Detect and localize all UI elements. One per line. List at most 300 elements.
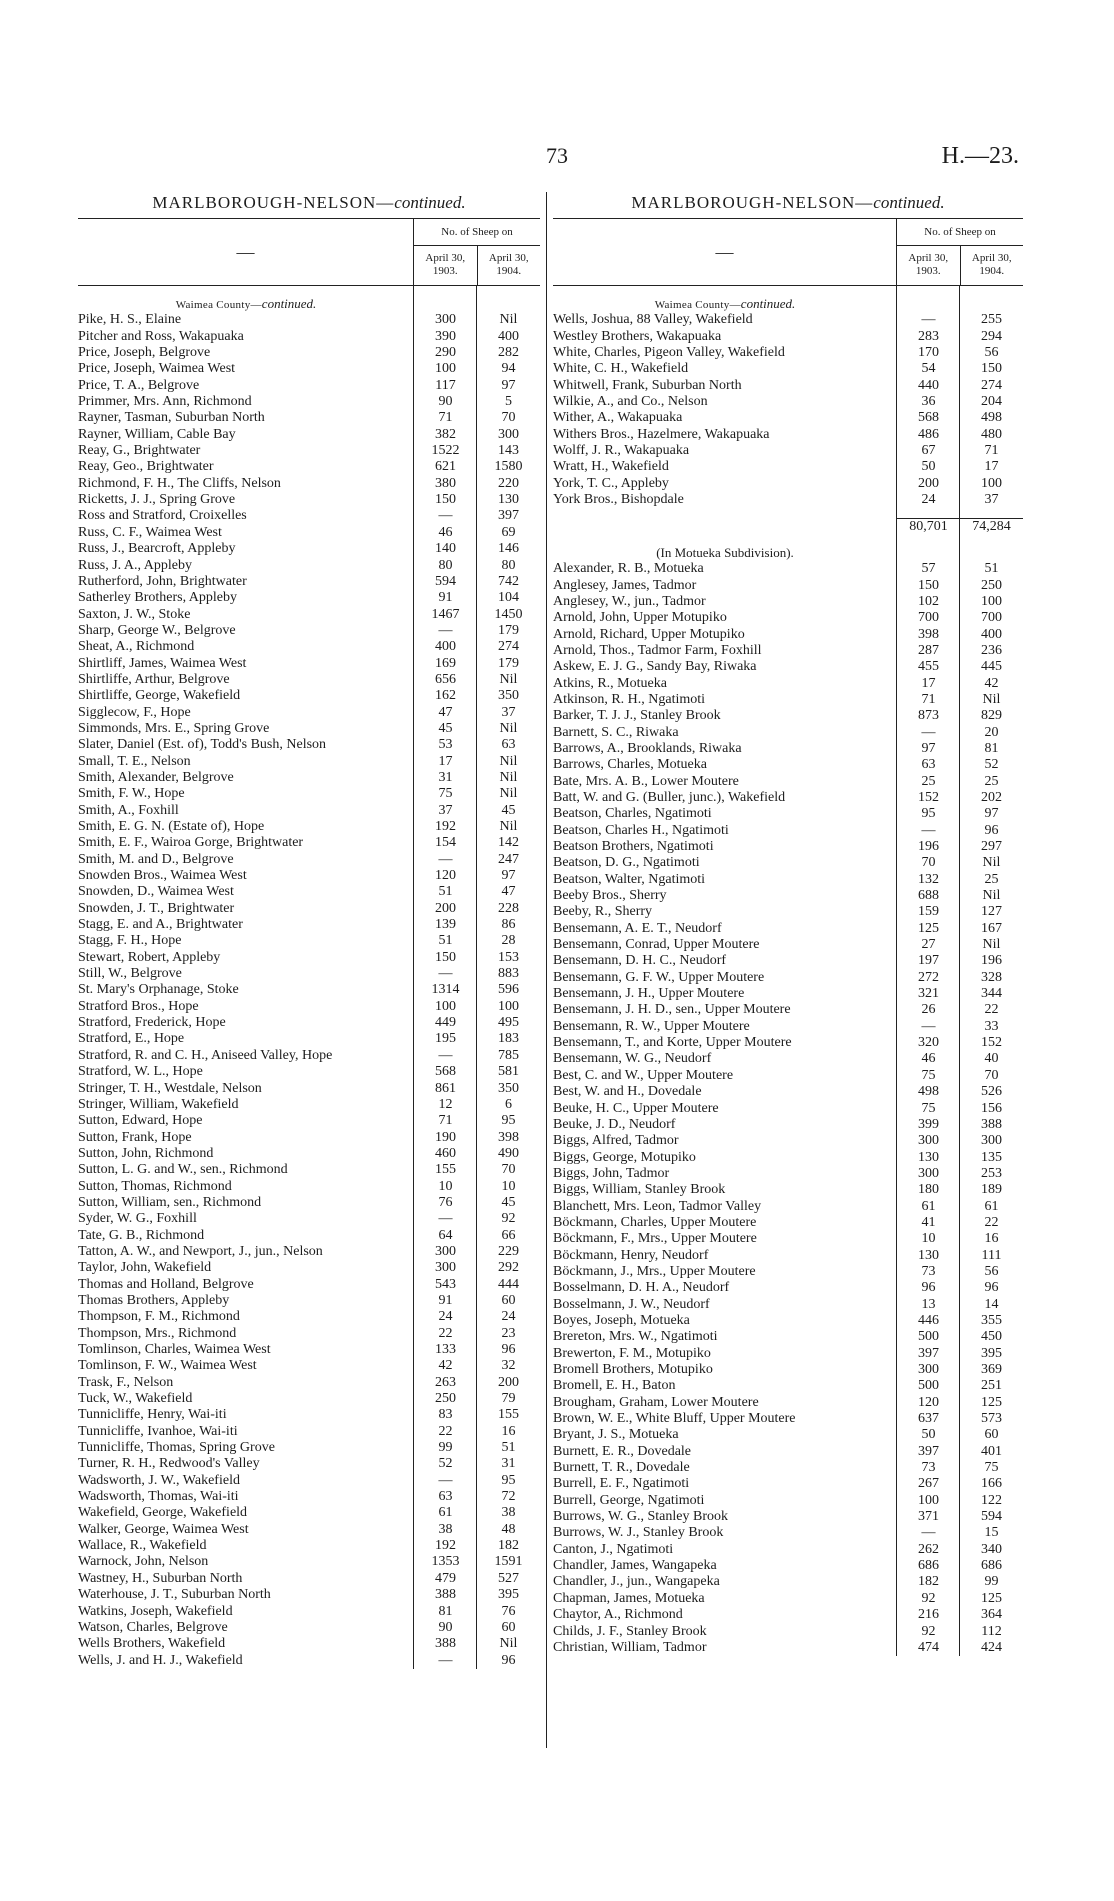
owner-name [78, 819, 414, 835]
sheep-count-1903: 75 [921, 1067, 936, 1083]
owner-name-text: Smith, Alexander, Belgrove [78, 769, 234, 785]
column-divider [546, 192, 547, 1748]
sheep-count-1904: 51 [984, 561, 999, 577]
sheep-count-1903: 686 [918, 1558, 939, 1574]
table-row [553, 1068, 1023, 1084]
sheep-count-1903: 272 [918, 969, 939, 985]
owner-name [78, 901, 414, 917]
owner-name [553, 1444, 897, 1460]
sheep-count-1904: 42 [984, 675, 999, 691]
owner-name [78, 1228, 414, 1244]
sheep-count-1903: 390 [435, 328, 456, 344]
sheep-count-1904: 135 [981, 1149, 1002, 1165]
owner-name [553, 594, 897, 610]
sheep-count-1904: 70 [984, 1067, 999, 1083]
owner-name [78, 541, 414, 557]
owner-name [553, 410, 897, 426]
sheep-count-1903: 120 [918, 1394, 939, 1410]
owner-name [78, 1277, 414, 1293]
sheep-count-1903: 95 [921, 806, 936, 822]
sheep-count-1903: 38 [438, 1521, 453, 1537]
owner-name [553, 1068, 897, 1084]
sheep-count-1903: 159 [918, 904, 939, 920]
table-row [78, 1571, 540, 1587]
sheep-count-1903: 498 [918, 1084, 939, 1100]
sheep-count-1903: 200 [918, 475, 939, 491]
owner-name [78, 1620, 414, 1636]
owner-name-text: York Bros., Bishopdale [553, 492, 684, 508]
total-1903: 80,701 [897, 518, 960, 534]
owner-name-text: Wakefield, George, Wakefield [78, 1505, 248, 1521]
table-row [78, 1653, 540, 1669]
owner-name-text: Reay, Geo., Brightwater [78, 459, 214, 475]
section-heading-italic: continued. [261, 296, 317, 311]
owner-name [78, 1489, 414, 1505]
sheep-count-1904: Nil [499, 671, 518, 687]
table-row [553, 741, 1023, 757]
owner-name-text: Wastney, H., Suburban North [78, 1570, 243, 1586]
table-row [78, 1113, 540, 1129]
owner-name [553, 1199, 897, 1215]
table-row [78, 623, 540, 639]
table-row [553, 1460, 1023, 1476]
sheep-count-1903: 100 [918, 1492, 939, 1508]
table-row [553, 1607, 1023, 1623]
sheep-count-1904: 45 [501, 802, 516, 818]
sheep-count-1904: 33 [984, 1018, 999, 1034]
sheep-count-1904: 204 [981, 394, 1002, 410]
sheep-count-1904: Nil [499, 819, 518, 834]
sheep-header-label: No. of Sheep on [897, 219, 1023, 246]
owner-name [553, 1509, 897, 1525]
table-row [553, 659, 1023, 675]
table-row [78, 1522, 540, 1538]
owner-name-text: Wells, J. and H. J., Wakefield [78, 1652, 243, 1668]
owner-name [78, 410, 414, 426]
sheep-count-1903: 169 [435, 655, 456, 671]
sheep-count-1904: 400 [498, 328, 519, 344]
owner-name-text: Bensemann, J. H. D., sen., Upper Moutere [553, 1002, 791, 1018]
owner-name [553, 1150, 897, 1166]
sheep-count-1903: 130 [918, 1247, 939, 1263]
sheep-count-1904: 700 [981, 610, 1002, 626]
sheep-count-1904: 111 [981, 1247, 1002, 1263]
sheep-count-1904: 401 [981, 1443, 1002, 1459]
sheep-count-1903: 182 [918, 1574, 939, 1590]
table-row [78, 1505, 540, 1521]
table-row [553, 1346, 1023, 1362]
owner-name [78, 1130, 414, 1146]
table-row [553, 312, 1023, 328]
owner-name [78, 525, 414, 541]
table-row [553, 410, 1023, 426]
table-row [78, 705, 540, 721]
owner-name-text: Sheat, A., Richmond [78, 639, 195, 655]
sheep-count-1904: 179 [498, 622, 519, 638]
sheep-count-1904: 23 [501, 1325, 516, 1341]
sheep-count-1903: 53 [438, 737, 453, 753]
sheep-count-1904: 1450 [494, 606, 523, 622]
owner-name-text: Bosselmann, J. W., Neudorf [553, 1296, 710, 1312]
sheep-count-1903: 321 [918, 986, 939, 1002]
owner-name-text: Reay, G., Brightwater [78, 443, 201, 459]
table-row [78, 1293, 540, 1309]
owner-name-text: Bensemann, A. E. T., Neudorf [553, 920, 722, 936]
owner-name-text: Tatton, A. W., and Newport, J., jun., Nelson [78, 1243, 323, 1259]
sheep-count-1904: 38 [501, 1505, 516, 1521]
table-row [553, 1280, 1023, 1296]
owner-name-text: Best, C. and W., Upper Moutere [553, 1067, 734, 1083]
owner-name [78, 999, 414, 1015]
sheep-count-1903: 83 [438, 1407, 453, 1423]
table-row [78, 901, 540, 917]
owner-name-text: Brougham, Graham, Lower Moutere [553, 1394, 759, 1410]
owner-name [553, 1411, 897, 1427]
sheep-count-1903: 46 [438, 524, 453, 540]
owner-name [78, 835, 414, 851]
sheep-count-1904: 5 [505, 394, 512, 410]
table-row [553, 1101, 1023, 1117]
sheep-count-1903: 656 [435, 671, 456, 687]
sheep-count-1904: 6 [505, 1096, 512, 1112]
sheep-count-1904: 495 [498, 1015, 519, 1031]
sheep-count-1903: — [438, 622, 453, 638]
owner-name [78, 1391, 414, 1407]
owner-name-text: Burrows, W. J., Stanley Brook [553, 1525, 724, 1541]
sheep-count-1903: — [438, 1047, 453, 1063]
table-row [78, 345, 540, 361]
sheep-count-1903: 54 [921, 361, 936, 377]
owner-name-text: Sutton, Frank, Hope [78, 1129, 192, 1145]
sheep-count-1903: 190 [435, 1129, 456, 1145]
table-row [78, 459, 540, 475]
sheep-count-1903: 100 [435, 361, 456, 377]
owner-name-text: Ricketts, J. J., Spring Grove [78, 492, 236, 508]
sheep-count-1903: — [438, 966, 453, 982]
owner-name-text: Russ, C. F., Waimea West [78, 524, 222, 540]
owner-name [78, 1571, 414, 1587]
owner-name-text: Burnett, T. R., Dovedale [553, 1460, 690, 1476]
column-title-main: MARLBOROUGH-NELSON— [631, 193, 874, 212]
owner-name-text: Westley Brothers, Wakapuaka [553, 328, 722, 344]
owner-name [78, 574, 414, 590]
owner-name-text: Wither, A., Wakapuaka [553, 410, 683, 426]
sheep-count-1903: 22 [438, 1325, 453, 1341]
sheep-count-1904: 47 [501, 884, 516, 900]
owner-name [78, 852, 414, 868]
sheep-count-1903: 57 [921, 561, 936, 577]
sheep-count-1904: Nil [982, 691, 1001, 707]
sheep-count-1904: 397 [498, 508, 519, 524]
owner-name-text: Shirtliffe, Arthur, Belgrove [78, 671, 230, 687]
owner-name-text: Smith, M. and D., Belgrove [78, 851, 234, 867]
owner-name-text: Sutton, John, Richmond [78, 1145, 214, 1161]
owner-name [553, 774, 897, 790]
table-row [78, 1489, 540, 1505]
owner-name [553, 1378, 897, 1394]
sheep-count-1904: 96 [501, 1652, 516, 1668]
sheep-count-1904: 25 [984, 871, 999, 887]
table-row [78, 1456, 540, 1472]
owner-name [553, 708, 897, 724]
table-row [553, 329, 1023, 345]
owner-name-text: Rayner, William, Cable Bay [78, 426, 236, 442]
owner-name [553, 610, 897, 626]
owner-name-text: York, T. C., Appleby [553, 475, 669, 491]
owner-name-text: Thomas Brothers, Appleby [78, 1292, 230, 1308]
owner-name-text: Walker, George, Waimea West [78, 1521, 249, 1537]
sheep-count-1903: 1522 [431, 443, 460, 459]
table-row [78, 1636, 540, 1652]
owner-name-text: Smith, E. G. N. (Estate of), Hope [78, 819, 265, 834]
owner-name-text: Price, Joseph, Waimea West [78, 361, 236, 377]
sheep-count-1904: 125 [981, 1590, 1002, 1606]
sheep-count-1904: 51 [501, 1440, 516, 1456]
sheep-count-1903: 216 [918, 1607, 939, 1623]
owner-name-text: Sigglecow, F., Hope [78, 704, 191, 720]
owner-name [78, 1636, 414, 1652]
sheep-count-1904: 300 [981, 1133, 1002, 1149]
table-row [553, 986, 1023, 1002]
owner-name-text: Stratford, R. and C. H., Aniseed Valley, Hope [78, 1047, 333, 1063]
table-row [78, 492, 540, 508]
sheep-count-1903: 91 [438, 590, 453, 606]
sheep-count-1903: 300 [918, 1362, 939, 1377]
owner-name [78, 1146, 414, 1162]
sheep-count-1904: 364 [981, 1607, 1002, 1623]
table-row [553, 1378, 1023, 1394]
table-row [78, 721, 540, 737]
sheep-count-1904: 250 [981, 577, 1002, 593]
owner-name [78, 1473, 414, 1489]
table-row [553, 1231, 1023, 1247]
header-date-1903: April 30, 1903. [908, 252, 949, 277]
owner-name [78, 1309, 414, 1325]
sheep-count-1904: 344 [981, 986, 1002, 1002]
owner-name [553, 790, 897, 806]
sheep-count-1904: 228 [498, 900, 519, 916]
sheep-count-1903: 24 [921, 492, 936, 508]
table-row [78, 1195, 540, 1211]
sheep-count-1903: 36 [921, 394, 936, 410]
sheep-count-1903: 67 [921, 443, 936, 459]
sheep-count-1903: 380 [435, 475, 456, 491]
owner-name-text: Sutton, Edward, Hope [78, 1113, 203, 1129]
sheep-count-1903: 31 [438, 769, 453, 785]
owner-name [553, 1313, 897, 1329]
owner-name [553, 1525, 897, 1541]
sheep-count-1903: 90 [438, 394, 453, 410]
sheep-count-1904: 70 [501, 1162, 516, 1178]
sheep-count-1903: 568 [435, 1064, 456, 1080]
sheep-count-1903: — [438, 1652, 453, 1668]
owner-name-text: Stratford, E., Hope [78, 1031, 185, 1047]
owner-name [553, 823, 897, 839]
owner-name-text: Snowden Bros., Waimea West [78, 868, 247, 884]
owner-name [553, 676, 897, 692]
sheep-count-1904: 81 [984, 740, 999, 756]
owner-name [553, 1493, 897, 1509]
owner-name-text: Beeby Bros., Sherry [553, 888, 667, 904]
owner-name-text: Chapman, James, Motueka [553, 1590, 705, 1606]
owner-name-text: Pitcher and Ross, Wakapuaka [78, 328, 244, 344]
sheep-count-1903: 474 [918, 1639, 939, 1655]
owner-name [78, 1195, 414, 1211]
owner-name [553, 476, 897, 492]
owner-name [553, 1542, 897, 1558]
owner-name [553, 578, 897, 594]
owner-name-text: Beatson, D. G., Ngatimoti [553, 855, 700, 871]
table-row [553, 594, 1023, 610]
owner-name [78, 378, 414, 394]
owner-name-text: Primmer, Mrs. Ann, Richmond [78, 394, 252, 410]
owner-name-text: Wadsworth, Thomas, Wai-iti [78, 1489, 239, 1505]
table-row [78, 1342, 540, 1358]
owner-name-text: Tuck, W., Wakefield [78, 1391, 193, 1407]
sheep-count-1904: 112 [981, 1623, 1002, 1639]
sheep-count-1904: 100 [981, 475, 1002, 491]
table-row [553, 676, 1023, 692]
table-row [78, 966, 540, 982]
owner-name-text: Russ, J., Bearcroft, Appleby [78, 541, 236, 557]
sheep-count-1904: 40 [984, 1051, 999, 1067]
owner-name-text: Anglesey, James, Tadmor [553, 577, 697, 593]
sheep-count-1904: 31 [501, 1456, 516, 1472]
sheep-count-1903: 125 [918, 920, 939, 936]
table-row [553, 443, 1023, 459]
table-row [78, 1375, 540, 1391]
sheep-count-1903: 486 [918, 426, 939, 442]
sheep-count-1903: 75 [921, 1100, 936, 1116]
owner-name [78, 656, 414, 672]
sheep-count-1903: 61 [438, 1505, 453, 1521]
sheep-count-1903: 64 [438, 1227, 453, 1243]
table-row [78, 329, 540, 345]
owner-name [78, 1260, 414, 1276]
owner-name-text: Smith, A., Foxhill [78, 802, 179, 818]
sheep-count-1903: 621 [435, 459, 456, 475]
sheep-count-1904: 300 [498, 426, 519, 442]
table-row [78, 1048, 540, 1064]
subsection-heading [553, 545, 1023, 561]
owner-name [553, 937, 897, 953]
sheep-count-1904: 66 [501, 1227, 516, 1243]
sheep-header [896, 219, 1023, 285]
owner-name [78, 607, 414, 623]
owner-name-text: Böckmann, F., Mrs., Upper Moutere [553, 1231, 757, 1247]
owner-name [553, 1051, 897, 1067]
sheep-count-1904: 202 [981, 789, 1002, 805]
sheep-count-1903: 71 [438, 410, 453, 426]
sheep-count-1903: 139 [435, 917, 456, 933]
sheep-count-1903: 52 [438, 1456, 453, 1472]
owner-name-text: Trask, F., Nelson [78, 1374, 174, 1390]
sheep-count-1904: Nil [499, 720, 518, 736]
sheep-count-1904: Nil [499, 312, 518, 328]
sheep-count-1904: 125 [981, 1394, 1002, 1410]
sheep-count-1904: 253 [981, 1165, 1002, 1181]
sheep-count-1904: 686 [981, 1558, 1002, 1574]
owner-name-text: Tunnicliffe, Henry, Wai-iti [78, 1407, 227, 1423]
sheep-count-1904: 350 [498, 1080, 519, 1096]
sheep-count-1903: — [921, 312, 936, 328]
owner-name [553, 643, 897, 659]
right-column [553, 188, 1023, 1656]
sheep-count-1903: 873 [918, 708, 939, 724]
sheep-count-1903: 12 [438, 1096, 453, 1112]
owner-name [78, 394, 414, 410]
owner-name [553, 904, 897, 920]
sheep-count-1904: 104 [498, 590, 519, 606]
section-heading-main: Waimea County— [175, 299, 262, 311]
table-row [553, 888, 1023, 904]
table-row [553, 921, 1023, 937]
sheep-count-1903: 250 [435, 1391, 456, 1407]
sheep-count-1903: 130 [918, 1149, 939, 1165]
owner-name-text: Burrell, E. F., Ngatimoti [553, 1476, 690, 1492]
sheep-count-1904: 395 [981, 1345, 1002, 1361]
table-row [78, 443, 540, 459]
owner-name-text: Askew, E. J. G., Sandy Bay, Riwaka [553, 659, 757, 675]
sheep-count-1904: 143 [498, 443, 519, 459]
owner-name [78, 803, 414, 819]
owner-name-text: Small, T. E., Nelson [78, 753, 191, 769]
sheep-count-1903: 17 [438, 753, 453, 769]
owner-name [78, 1375, 414, 1391]
owner-name-text: Chandler, James, Wangapeka [553, 1558, 717, 1574]
sheep-count-1904: 166 [981, 1476, 1002, 1492]
owner-name-text: Bensemann, D. H. C., Neudorf [553, 953, 727, 969]
table-row [553, 1493, 1023, 1509]
table-row [553, 1051, 1023, 1067]
owner-name [553, 1624, 897, 1640]
owner-name [553, 692, 897, 708]
owner-name [553, 1460, 897, 1476]
owner-name-text: Biggs, George, Motupiko [553, 1149, 696, 1165]
sheep-count-1903: 140 [435, 541, 456, 557]
table-row [78, 1358, 540, 1374]
owner-name-text: Atkinson, R. H., Ngatimoti [553, 691, 706, 707]
owner-name [553, 1558, 897, 1574]
sheep-count-1903: 382 [435, 426, 456, 442]
owner-name [78, 688, 414, 704]
owner-name-text: Böckmann, Charles, Upper Moutere [553, 1214, 757, 1230]
owner-name [553, 345, 897, 361]
sheep-count-1904: 398 [498, 1129, 519, 1145]
table-row [78, 1277, 540, 1293]
sheep-count-1903: 388 [435, 1587, 456, 1603]
table-row [78, 1620, 540, 1636]
owner-name [78, 1440, 414, 1456]
table-row [553, 823, 1023, 839]
sheep-count-1904: 167 [981, 920, 1002, 936]
table-row [78, 1211, 540, 1227]
sheep-count-1904: 20 [984, 724, 999, 740]
table-row [78, 1407, 540, 1423]
table-row [78, 639, 540, 655]
sheep-count-1904: 742 [498, 573, 519, 589]
table-row [78, 917, 540, 933]
owner-name-text: Still, W., Belgrove [78, 966, 182, 982]
sheep-count-1904: 17 [984, 459, 999, 475]
sheep-count-1904: 220 [498, 475, 519, 491]
sheep-count-1904: Nil [982, 937, 1001, 953]
owner-name [78, 508, 414, 524]
left-column [78, 188, 540, 1669]
table-row [553, 394, 1023, 410]
table-row [553, 1182, 1023, 1198]
sheep-count-1904: Nil [982, 888, 1001, 904]
